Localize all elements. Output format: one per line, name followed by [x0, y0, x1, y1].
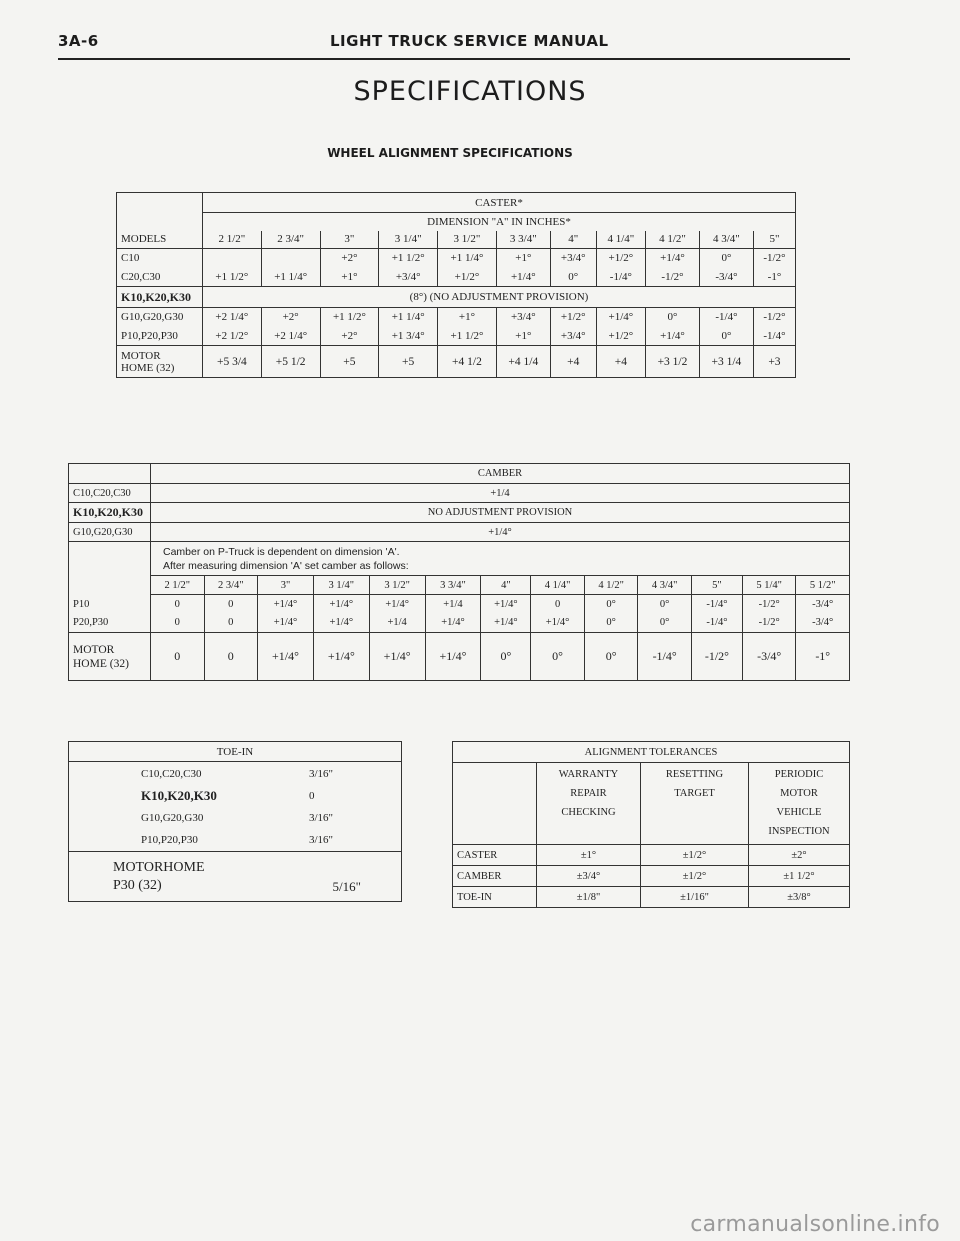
tolerance-row-label: CASTER — [453, 845, 537, 866]
table-row — [117, 308, 796, 327]
model-line: HOME (32) — [73, 657, 129, 670]
header-line: PERIODIC — [774, 769, 824, 780]
table-cell: -1/2° — [753, 249, 795, 268]
tolerance-column-header — [641, 763, 749, 845]
table-cell: +2 1/2° — [203, 327, 262, 346]
table-cell: -1° — [753, 268, 795, 287]
tolerance-value: ±1 1/2° — [749, 866, 850, 887]
table-cell: +1/2° — [596, 327, 645, 346]
table-cell: +1 1/2° — [438, 327, 497, 346]
table-cell: 0° — [638, 595, 692, 614]
table-cell: 2 1/2" — [151, 576, 205, 595]
table-cell: +1/2° — [438, 268, 497, 287]
table-cell: -1/4° — [596, 268, 645, 287]
model-name: K10,K20,K30 — [141, 787, 217, 803]
caster-k-note: (8°) (NO ADJUSTMENT PROVISION) — [203, 287, 796, 308]
table-cell: -3/4° — [796, 595, 850, 614]
table-cell: +1/4° — [531, 614, 585, 633]
toe-in-title: TOE-IN — [69, 742, 402, 762]
table-cell: +1° — [320, 268, 379, 287]
table-cell: +2° — [261, 308, 320, 327]
table-cell: -1/4° — [691, 614, 742, 633]
table-cell: 0° — [699, 249, 753, 268]
table-cell: 0 — [531, 595, 585, 614]
table-cell: 4 3/4" — [699, 231, 753, 249]
tolerance-value: ±1/2° — [641, 866, 749, 887]
table-cell: +5 3/4 — [203, 346, 262, 378]
header-rule — [58, 58, 850, 60]
toe-in-value: 3/16" — [309, 767, 334, 780]
camber-corner — [69, 464, 151, 484]
table-row — [69, 614, 850, 633]
toe-in-row — [69, 829, 401, 851]
toe-in-value: 3/16" — [309, 811, 334, 824]
header-line: RESETTING — [665, 769, 724, 780]
table-cell: +1/4° — [596, 308, 645, 327]
table-cell: 0 — [204, 595, 258, 614]
table-row — [117, 327, 796, 346]
table-cell: +1/4° — [369, 595, 425, 614]
note-line: Camber on P-Truck is dependent on dimension 'A'. — [163, 545, 400, 558]
toe-in-rows — [69, 763, 401, 851]
camber-value: +1/4° — [151, 523, 850, 542]
table-cell: 5" — [753, 231, 795, 249]
caster-dimension-title: DIMENSION "A" IN INCHES* — [203, 213, 796, 231]
table-cell — [203, 249, 262, 268]
table-cell: +5 1/2 — [261, 346, 320, 378]
table-cell: +1/4° — [258, 595, 314, 614]
table-cell: 0 — [204, 633, 258, 681]
toe-in-value: 0 — [309, 789, 315, 802]
table-row — [69, 595, 850, 614]
table-cell: 4 1/4" — [596, 231, 645, 249]
manual-title: LIGHT TRUCK SERVICE MANUAL — [330, 32, 609, 50]
tolerance-value: ±3/4° — [537, 866, 641, 887]
table-cell: +5 — [379, 346, 438, 378]
camber-table — [68, 463, 850, 681]
table-cell — [261, 249, 320, 268]
camber-dimension-row — [69, 576, 850, 595]
table-cell: +1/4° — [313, 633, 369, 681]
table-cell: +4 — [550, 346, 596, 378]
tolerance-value: ±1/16" — [641, 887, 749, 908]
table-cell: +3/4° — [550, 327, 596, 346]
table-row — [117, 268, 796, 287]
table-cell: 3 3/4" — [496, 231, 550, 249]
table-cell: -1/2° — [646, 268, 700, 287]
caster-table — [116, 192, 796, 378]
motor-home-row — [117, 346, 796, 378]
table-cell: +1/4° — [425, 614, 481, 633]
model-name: K10,K20,K30 — [117, 287, 203, 308]
table-cell: 0 — [151, 614, 205, 633]
table-cell: 3" — [258, 576, 314, 595]
table-cell: 2 3/4" — [261, 231, 320, 249]
motorhome-value: 5/16" — [265, 852, 402, 902]
model-name: G10,G20,G30 — [141, 811, 204, 824]
camber-value: +1/4 — [151, 484, 850, 503]
caster-title: CASTER* — [203, 193, 796, 213]
tolerance-row-label: TOE-IN — [453, 887, 537, 908]
table-cell: +2 1/4° — [203, 308, 262, 327]
tolerance-value: ±3/8° — [749, 887, 850, 908]
model-name: P10,P20,P30 — [141, 833, 198, 846]
table-cell: +1/4° — [646, 249, 700, 268]
table-cell: +1 1/2° — [320, 308, 379, 327]
table-cell: 5 1/2" — [796, 576, 850, 595]
table-cell: -1/2° — [742, 595, 796, 614]
camber-title: CAMBER — [151, 464, 850, 484]
table-cell: +1/2° — [596, 249, 645, 268]
tolerances-corner — [453, 763, 537, 845]
tolerances-table — [452, 741, 850, 908]
table-cell: -3/4° — [699, 268, 753, 287]
table-cell: -1/2° — [691, 633, 742, 681]
camber-value: NO ADJUSTMENT PROVISION — [151, 503, 850, 523]
table-cell: 5" — [691, 576, 742, 595]
table-cell: +3 — [753, 346, 795, 378]
note-line: After measuring dimension 'A' set camber as follows: — [163, 559, 409, 572]
header-line: VEHICLE — [776, 807, 822, 818]
table-cell: -1/2° — [753, 308, 795, 327]
toe-in-list — [69, 762, 402, 852]
motor-home-row — [69, 633, 850, 681]
tolerance-row-label: CAMBER — [453, 866, 537, 887]
table-cell: 4 1/2" — [646, 231, 700, 249]
tolerance-value: ±1/2° — [641, 845, 749, 866]
table-cell: 4 1/4" — [531, 576, 585, 595]
motorhome-label — [69, 852, 265, 902]
table-cell: +2 1/4° — [261, 327, 320, 346]
table-cell: +1 1/4° — [379, 308, 438, 327]
camber-note — [151, 542, 850, 576]
model-name: P20,P30 — [69, 614, 151, 633]
table-cell: 0° — [584, 633, 638, 681]
p-model-spacer — [69, 576, 151, 595]
table-cell: 0° — [646, 308, 700, 327]
toe-in-row — [69, 763, 401, 785]
model-name — [69, 633, 151, 681]
table-cell: 3 1/2" — [369, 576, 425, 595]
table-cell: +1/4° — [313, 595, 369, 614]
table-cell: +3/4° — [550, 249, 596, 268]
table-cell: 2 1/2" — [203, 231, 262, 249]
table-cell: +1/4° — [481, 614, 531, 633]
table-cell: -1/4° — [699, 308, 753, 327]
model-name: C10,C20,C30 — [141, 767, 202, 780]
page-title: SPECIFICATIONS — [353, 76, 587, 107]
section-subtitle: WHEEL ALIGNMENT SPECIFICATIONS — [327, 146, 573, 160]
table-cell: +4 — [596, 346, 645, 378]
table-cell: +2° — [320, 327, 379, 346]
table-cell: +3 1/4 — [699, 346, 753, 378]
table-cell: 5 1/4" — [742, 576, 796, 595]
table-cell: 0° — [531, 633, 585, 681]
toe-in-row — [69, 785, 401, 807]
table-cell: +4 1/4 — [496, 346, 550, 378]
table-cell: 3 1/4" — [313, 576, 369, 595]
tolerance-value: ±2° — [749, 845, 850, 866]
table-cell: 3" — [320, 231, 379, 249]
models-spacer — [117, 213, 203, 231]
model-name: C10 — [117, 249, 203, 268]
motorhome-line: MOTORHOME — [113, 859, 205, 875]
model-name: C10,C20,C30 — [69, 484, 151, 503]
table-cell: -1/2° — [742, 614, 796, 633]
table-cell: +1 1/4° — [261, 268, 320, 287]
table-cell: +1/4° — [496, 268, 550, 287]
table-cell: 4 1/2" — [584, 576, 638, 595]
table-cell: +1/4° — [313, 614, 369, 633]
table-cell: +1/4° — [258, 614, 314, 633]
table-cell: 0° — [699, 327, 753, 346]
toe-in-table — [68, 741, 402, 902]
table-cell: -3/4° — [796, 614, 850, 633]
table-cell: +1/4° — [646, 327, 700, 346]
table-cell: 0 — [151, 633, 205, 681]
header-line: REPAIR — [570, 788, 607, 799]
model-name: G10,G20,G30 — [117, 308, 203, 327]
table-cell: +1 1/4° — [438, 249, 497, 268]
table-cell: 4 3/4" — [638, 576, 692, 595]
model-line: HOME (32) — [121, 361, 175, 374]
toe-in-row — [69, 807, 401, 829]
tolerance-column-header — [749, 763, 850, 845]
model-name: P10 — [69, 595, 151, 614]
header-line: WARRANTY — [558, 769, 619, 780]
toe-in-value: 3/16" — [309, 833, 334, 846]
table-cell: +2° — [320, 249, 379, 268]
table-cell: 3 1/2" — [438, 231, 497, 249]
table-cell: 4" — [550, 231, 596, 249]
table-cell: +1 1/2° — [203, 268, 262, 287]
table-cell: +1 1/2° — [379, 249, 438, 268]
table-cell: -1/4° — [638, 633, 692, 681]
model-name — [117, 346, 203, 378]
table-row — [117, 249, 796, 268]
table-cell: -1° — [796, 633, 850, 681]
table-cell: +3/4° — [496, 308, 550, 327]
caster-corner — [117, 193, 203, 213]
table-cell: 0° — [638, 614, 692, 633]
header-line: CHECKING — [561, 807, 616, 818]
model-name: C20,C30 — [117, 268, 203, 287]
table-cell: +1/4° — [369, 633, 425, 681]
table-cell: 3 1/4" — [379, 231, 438, 249]
tolerance-value: ±1/8" — [537, 887, 641, 908]
tolerance-value: ±1° — [537, 845, 641, 866]
table-cell: 0° — [584, 595, 638, 614]
caster-dimension-row — [117, 231, 796, 249]
model-name: P10,P20,P30 — [117, 327, 203, 346]
p-model-spacer — [69, 542, 151, 576]
table-cell: +1 3/4° — [379, 327, 438, 346]
table-cell: +1° — [496, 327, 550, 346]
model-line: MOTOR — [121, 349, 161, 362]
tolerance-column-header — [537, 763, 641, 845]
table-cell: -1/4° — [691, 595, 742, 614]
model-line: MOTOR — [73, 643, 115, 656]
watermark: carmanualsonline.info — [690, 1212, 940, 1237]
model-name: K10,K20,K30 — [69, 503, 151, 523]
table-cell: +1° — [438, 308, 497, 327]
motorhome-line: P30 (32) — [113, 877, 162, 893]
header-line: TARGET — [674, 788, 715, 799]
tolerances-title: ALIGNMENT TOLERANCES — [453, 742, 850, 763]
table-cell: 0° — [550, 268, 596, 287]
table-cell: +4 1/2 — [438, 346, 497, 378]
page-number: 3A-6 — [58, 32, 99, 50]
table-cell: 0 — [151, 595, 205, 614]
table-cell: -1/4° — [753, 327, 795, 346]
table-cell: +3/4° — [379, 268, 438, 287]
table-cell: 2 3/4" — [204, 576, 258, 595]
header-line: INSPECTION — [768, 826, 830, 837]
table-cell: +1/4 — [369, 614, 425, 633]
table-cell: +1° — [496, 249, 550, 268]
table-cell: +3 1/2 — [646, 346, 700, 378]
table-cell: 0 — [204, 614, 258, 633]
models-label: MODELS — [117, 231, 203, 249]
table-cell: 0° — [481, 633, 531, 681]
table-cell: +1/4 — [425, 595, 481, 614]
table-cell: +1/4° — [258, 633, 314, 681]
table-cell: +5 — [320, 346, 379, 378]
table-cell: +1/4° — [481, 595, 531, 614]
header-line: MOTOR — [780, 788, 818, 799]
table-cell: 4" — [481, 576, 531, 595]
table-cell: +1/4° — [425, 633, 481, 681]
table-cell: 3 3/4" — [425, 576, 481, 595]
table-cell: -3/4° — [742, 633, 796, 681]
table-cell: +1/2° — [550, 308, 596, 327]
table-cell: 0° — [584, 614, 638, 633]
model-name: G10,G20,G30 — [69, 523, 151, 542]
